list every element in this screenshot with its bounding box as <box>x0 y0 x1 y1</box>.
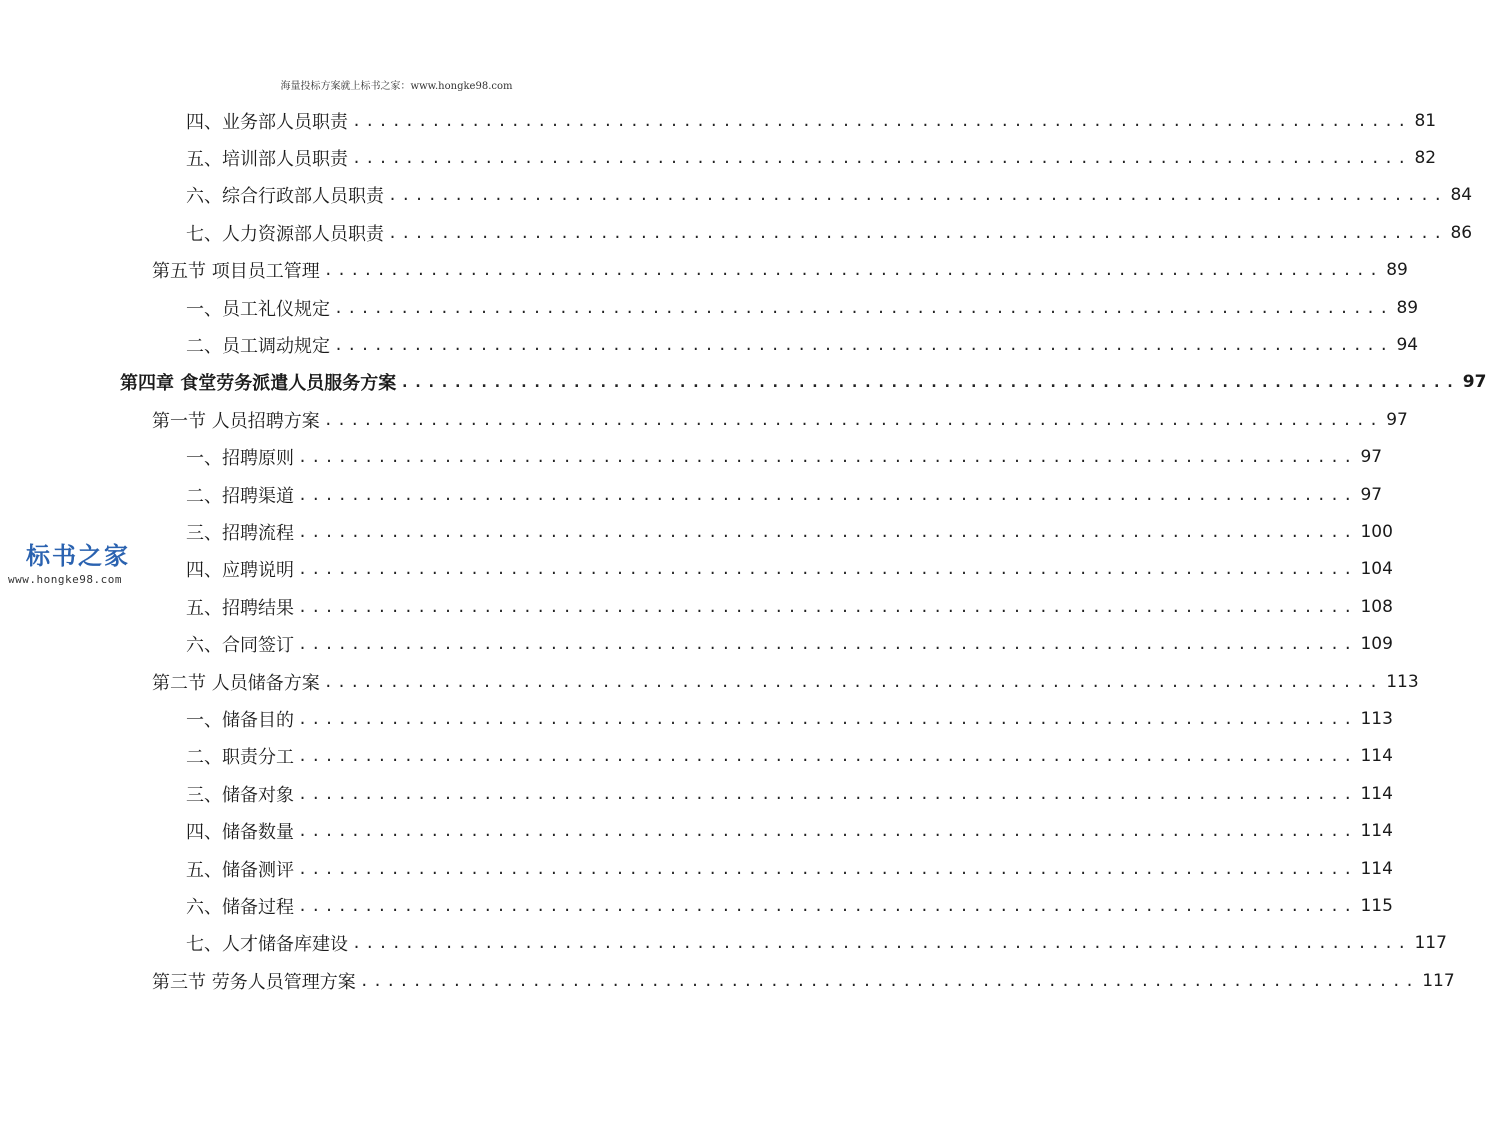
toc-leader-dots: ................................................................................ <box>298 448 1357 467</box>
toc-entry-label: 二、招聘渠道 <box>186 485 294 507</box>
toc-entry-page: 97 <box>1360 484 1383 505</box>
toc-entry[interactable] <box>186 551 1393 588</box>
toc-entry-label: 五、招聘结果 <box>186 597 294 619</box>
toc-leader-dots: ................................................................................ <box>298 522 1357 541</box>
toc-entry-page: 115 <box>1360 895 1393 916</box>
toc-leader-dots: ................................................................................ <box>298 485 1357 504</box>
toc-entry-label: 七、人才储备库建设 <box>186 934 348 956</box>
toc-entry-label: 四、储备数量 <box>186 822 294 844</box>
toc-entry-page: 81 <box>1414 110 1437 131</box>
toc-entry[interactable] <box>186 139 1437 176</box>
toc-leader-dots: ................................................................................ <box>388 223 1447 242</box>
toc-entry-page: 114 <box>1360 821 1393 842</box>
toc-entry-label: 五、储备测评 <box>186 859 294 881</box>
toc-leader-dots: ................................................................................ <box>298 560 1357 579</box>
toc-entry-page: 113 <box>1360 708 1393 729</box>
toc-entry-page: 114 <box>1360 858 1393 879</box>
toc-leader-dots: ................................................................................ <box>323 672 1383 691</box>
toc-leader-dots: ................................................................................ <box>298 747 1357 766</box>
toc-entry[interactable] <box>186 102 1437 139</box>
toc-leader-dots: ................................................................................ <box>352 111 1411 130</box>
toc-entry-label: 一、储备目的 <box>186 709 294 731</box>
watermark-url: www.hongke98.com <box>8 573 122 586</box>
toc-entry-page: 82 <box>1414 147 1437 168</box>
toc-leader-dots: ................................................................................ <box>298 597 1357 616</box>
toc-entry-label: 第三节 劳务人员管理方案 <box>152 971 356 993</box>
toc-leader-dots: ................................................................................ <box>298 709 1357 728</box>
toc-entry-page: 114 <box>1360 746 1393 767</box>
toc-entry-label: 第二节 人员储备方案 <box>152 672 320 694</box>
toc-entry-page: 117 <box>1414 933 1447 954</box>
toc-entry-label: 二、职责分工 <box>186 747 294 769</box>
toc-entry[interactable] <box>186 289 1419 326</box>
toc-leader-dots: ................................................................................ <box>352 148 1411 167</box>
toc-leader-dots: ................................................................................ <box>298 822 1357 841</box>
toc-entry-label: 七、人力资源部人员职责 <box>186 223 384 245</box>
toc-entry[interactable] <box>186 214 1473 251</box>
page-header: 海量投标方案就上标书之家：www.hongke98.com <box>280 81 513 92</box>
toc-entry-page: 113 <box>1386 671 1419 692</box>
toc-entry-page: 89 <box>1386 260 1408 281</box>
toc-entry-label: 第四章 食堂劳务派遣人员服务方案 <box>120 373 397 395</box>
toc-leader-dots: ................................................................................ <box>334 298 1393 317</box>
toc-leader-dots: ................................................................................ <box>359 971 1419 990</box>
toc-entry[interactable] <box>186 887 1393 924</box>
toc-entry[interactable] <box>152 252 1408 289</box>
toc-entry[interactable] <box>186 738 1393 775</box>
toc-leader-dots: ................................................................................ <box>334 335 1393 354</box>
toc-entry-page: 109 <box>1360 634 1393 655</box>
toc-leader-dots: ................................................................................ <box>352 934 1411 953</box>
toc-entry-page: 108 <box>1360 596 1393 617</box>
toc-entry-page: 97 <box>1386 409 1408 430</box>
toc-entry[interactable] <box>186 476 1383 513</box>
toc-entry-label: 一、员工礼仪规定 <box>186 298 330 320</box>
toc-entry-label: 三、储备对象 <box>186 784 294 806</box>
toc-entry[interactable] <box>186 439 1383 476</box>
toc-entry-label: 一、招聘原则 <box>186 448 294 470</box>
toc-entry[interactable] <box>186 925 1447 962</box>
toc-entry-label: 第五节 项目员工管理 <box>152 261 320 283</box>
toc-entry[interactable] <box>152 663 1419 700</box>
toc-entry-page: 97 <box>1462 372 1486 393</box>
toc-entry-label: 六、合同签订 <box>186 635 294 657</box>
watermark-logo: 标书之家 <box>26 542 130 570</box>
toc-entry[interactable] <box>186 513 1393 550</box>
toc-entry[interactable] <box>120 364 1486 401</box>
toc-leader-dots: ................................................................................ <box>400 373 1459 392</box>
toc-entry[interactable] <box>152 962 1455 999</box>
watermark <box>8 536 158 586</box>
toc-leader-dots: ................................................................................ <box>298 896 1357 915</box>
toc-entry[interactable] <box>186 850 1393 887</box>
toc-entry-label: 二、员工调动规定 <box>186 335 330 357</box>
toc-entry-label: 四、应聘说明 <box>186 560 294 582</box>
toc-leader-dots: ................................................................................ <box>323 410 1383 429</box>
toc-entry-page: 84 <box>1450 185 1473 206</box>
toc-entry-label: 第一节 人员招聘方案 <box>152 410 320 432</box>
toc-entry-label: 六、储备过程 <box>186 896 294 918</box>
toc-entry-page: 114 <box>1360 783 1393 804</box>
toc-entry-page: 100 <box>1360 521 1393 542</box>
toc-entry-page: 89 <box>1396 297 1419 318</box>
toc-entry[interactable] <box>186 700 1393 737</box>
toc-entry[interactable] <box>186 626 1393 663</box>
toc-entry[interactable] <box>186 326 1419 363</box>
toc-entry[interactable] <box>186 775 1393 812</box>
toc-entry-page: 104 <box>1360 559 1393 580</box>
toc-entry-page: 97 <box>1360 447 1383 468</box>
toc-entry-label: 三、招聘流程 <box>186 522 294 544</box>
toc-leader-dots: ................................................................................ <box>388 186 1447 205</box>
toc-entry[interactable] <box>186 588 1393 625</box>
toc-entry-label: 六、综合行政部人员职责 <box>186 186 384 208</box>
toc-entry[interactable] <box>186 177 1473 214</box>
toc-entry-page: 117 <box>1422 970 1455 991</box>
toc-entry-label: 四、业务部人员职责 <box>186 111 348 133</box>
toc-leader-dots: ................................................................................ <box>298 784 1357 803</box>
toc-entry-page: 94 <box>1396 334 1419 355</box>
toc-leader-dots: ................................................................................ <box>323 261 1383 280</box>
toc-leader-dots: ................................................................................ <box>298 859 1357 878</box>
toc-entry[interactable] <box>186 813 1393 850</box>
toc-entry-page: 86 <box>1450 222 1473 243</box>
toc-entry[interactable] <box>152 401 1408 438</box>
toc-leader-dots: ................................................................................ <box>298 635 1357 654</box>
toc-entry-label: 五、培训部人员职责 <box>186 148 348 170</box>
